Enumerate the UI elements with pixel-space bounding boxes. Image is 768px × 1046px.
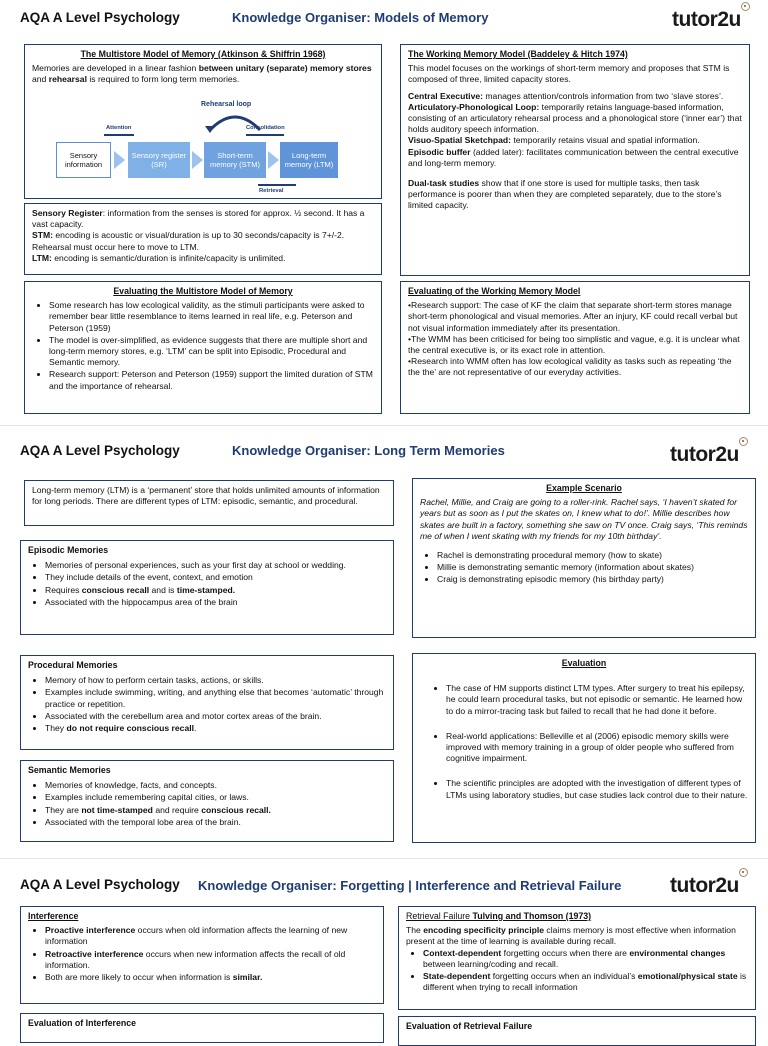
list-item: • Rachel is demonstrating procedural memory (how to skate) [437, 550, 748, 561]
list-item: • Memories of knowledge, facts, and concepts. [45, 780, 386, 791]
attention-line [104, 134, 134, 136]
list-item: • Craig is demonstrating episodic memory (his birthday party) [437, 574, 748, 585]
list-item: • Examples include swimming, writing, and anything else that becomes ‘automatic’ through practice or repetition. [45, 687, 386, 709]
tutor2u-logo: tutor2u [670, 874, 739, 898]
ltm-intro: Long-term memory (LTM) is a ‘permanent’ store that holds unlimited amounts of information for long periods. There are different types of LTM: episodic, semantic, and procedural. [32, 485, 380, 507]
semantic-panel [20, 760, 394, 842]
ltm-intro-panel [24, 480, 394, 526]
retrieval-panel: Retrieval Failure Tulving and Thomson (1973) The encoding specificity principle claims memory is most effective when information present at the time of learning is available during recall. • Context-dependent forgetting occurs when there are environmental changes between learning/coding and recall. • State-dependent forgetting occurs when an individual’s emotional/physical state is different when trying to recall information [398, 906, 756, 1010]
section-divider [0, 858, 768, 859]
retrieval-title: Retrieval Failure Tulving and Thomson (1973) [406, 911, 592, 921]
section3-header-label: AQA A Level Psychology [20, 877, 180, 892]
list-item: • They include details of the event, context, and emotion [45, 572, 386, 583]
eval-msm-panel [24, 281, 382, 414]
wmm-panel: The Working Memory Model (Baddeley & Hitch 1974) This model focuses on the workings of short-term memory and proposes that STM is composed of three, limited capacity stores. Central Executive: manages attention/controls information from two ‘slave stores’. Articulatory-Phonological Loop: temporarily retains language-based information, consisting of an articulatory rehearsal process and a phonological store (‘inner ear’) that holds auditory speech information. Visuo-Spatial Sketchpad: temporarily retains visual and spatial information. Episodic buffer (added later): facilitates communication between the central executive and long-term memory. Dual-task studies show that if one store is used for multiple tasks, then task performance is poorer than when they are completed separately, due to the store’s limited capacity. [400, 44, 750, 276]
list-item: • They are not time-stamped and require conscious recall. [45, 805, 386, 816]
list-item: • Associated with the cerebellum area and motor cortex areas of the brain. [45, 711, 386, 722]
section1-title: Knowledge Organiser: Models of Memory [232, 10, 489, 25]
retrieval-eval-title: Evaluation of Retrieval Failure [406, 1021, 533, 1031]
attention-label: Attention [106, 125, 132, 131]
list-item: •Research into WMM often has low ecological validity as tasks such as repeating ‘the the the’ are not representative of our everyday activities. [408, 356, 732, 378]
node-sensory-information: Sensory information [56, 142, 111, 178]
list-item: • Millie is demonstrating semantic memory (information about skates) [437, 562, 748, 573]
consolidation-line [246, 134, 284, 136]
list-item: • Associated with the temporal lobe area of the brain. [45, 817, 386, 828]
eval-msm-title: Evaluating the Multistore Model of Memory [113, 286, 293, 296]
scenario-text: Rachel, Millie, and Craig are going to a roller-rink. Rachel says, ‘I haven’t skated for years but as soon as I put the skates on, I knew what to do!’. Millie describes how skates are built in a factory, something she saw on TV once. Craig says, ‘This reminds me of when I went skating with my friends for my 10th birthday’. [420, 497, 748, 541]
interference-eval-title: Evaluation of Interference [28, 1018, 137, 1028]
diagram-arrow [268, 151, 279, 169]
list-item: • The model is over-simplified, as evidence suggests that there are multiple short and long-term memory stores, e.g. ‘LTM’ can be split into Episodic, Procedural and Semantic memory. [49, 335, 374, 369]
list-item: • Context-dependent forgetting occurs when there are environmental changes between learning/coding and recall. [423, 948, 748, 970]
list-item: • The case of HM supports distinct LTM types. After surgery to treat his epilepsy, he could learn procedural tasks, but not episodic or semantic. He learned how to do a mirror-tracing task but failed to recall that he had done it before. [446, 683, 748, 717]
section2-header-label: AQA A Level Psychology [20, 443, 180, 458]
section-divider [0, 425, 768, 426]
scenario-title: Example Scenario [546, 483, 622, 493]
eval-wmm-panel [400, 281, 750, 414]
interference-title: Interference [28, 911, 79, 921]
interference-eval-panel [20, 1013, 384, 1043]
list-item: • Some research has low ecological validity, as the stimuli participants were asked to remember bear little resemblance to items learned in real life, e.g. Peterson and Peterson (1959) [49, 300, 374, 334]
list-item: • Requires conscious recall and is time-stamped. [45, 585, 386, 596]
list-item: • Real-world applications: Belleville et al (2006) episodic memory skills were improved with memory training in a group of older people who suffered from cognitive impairment. [446, 731, 748, 765]
semantic-title: Semantic Memories [28, 765, 111, 775]
stores-panel: Sensory Register: information from the senses is stored for approx. ½ second. It has a vast capacity. STM: encoding is acoustic or visual/duration is up to 30 seconds/capacity is 7+/-2. Rehearsal must occur here to move to LTM. LTM: encoding is semantic/duration is infinite/capacity is unlimited. [24, 203, 382, 275]
list-item: • Research support: Peterson and Peterson (1959) support the limited duration of STM and the importance of rehearsal. [49, 369, 374, 391]
list-item: • Examples include remembering capital cities, or laws. [45, 792, 386, 803]
node-sensory-register: Sensory register (SR) [128, 142, 190, 178]
list-item: • Associated with the hippocampus area of the brain [45, 597, 386, 608]
procedural-title: Procedural Memories [28, 660, 118, 670]
wmm-title: The Working Memory Model (Baddeley & Hitch 1974) [408, 49, 628, 59]
section3-title: Knowledge Organiser: Forgetting | Interference and Retrieval Failure [198, 878, 622, 893]
retrieval-line [258, 184, 296, 186]
interference-panel [20, 906, 384, 1004]
scenario-panel [412, 478, 756, 638]
wmm-intro: This model focuses on the workings of short-term memory and proposes that STM is composed of three, limited capacity stores. [408, 63, 730, 85]
retrieval-label: Retrieval [259, 188, 284, 194]
list-item: • Retroactive interference occurs when new information affects the recall of old information. [45, 949, 376, 971]
ltm-evaluation-panel [412, 653, 756, 843]
list-item: • Memory of how to perform certain tasks, actions, or skills. [45, 675, 386, 686]
list-item: •Research support: The case of KF the claim that separate short-term stores manage short-term phonological and visual memories. After an injury, KF could recall verbal but not visual information immediately after its presentation. [408, 300, 738, 333]
msm-diagram [24, 98, 382, 198]
list-item: • State-dependent forgetting occurs when an individual’s emotional/physical state is different when trying to recall information [423, 971, 748, 993]
msm-title: The Multistore Model of Memory (Atkinson & Shiffrin 1968) [80, 49, 326, 59]
list-item: • Memories of personal experiences, such as your first day at school or wedding. [45, 560, 386, 571]
tutor2u-logo: tutor2u [672, 8, 741, 32]
node-ltm: Long-term memory (LTM) [280, 142, 338, 178]
list-item: • They do not require conscious recall. [45, 723, 386, 734]
consolidation-label: Consolidation [246, 125, 285, 131]
diagram-arrow [192, 151, 203, 169]
list-item: • The scientific principles are adopted with the investigation of different types of LTMs using laboratory studies, but case studies lack control due to their nature. [446, 778, 748, 800]
episodic-panel [20, 540, 394, 635]
procedural-panel [20, 655, 394, 750]
node-stm: Short-term memory (STM) [204, 142, 266, 178]
episodic-title: Episodic Memories [28, 545, 109, 555]
ltm-evaluation-title: Evaluation [561, 658, 607, 668]
rehearsal-loop-label: Rehearsal loop [201, 101, 252, 108]
section1-header-label: AQA A Level Psychology [20, 10, 180, 25]
diagram-arrow [114, 151, 125, 169]
msm-intro: Memories are developed in a linear fashion between unitary (separate) memory stores and rehearsal is required to form long term memories. [32, 63, 372, 85]
list-item: • Both are more likely to occur when information is similar. [45, 972, 376, 983]
retrieval-eval-panel [398, 1016, 756, 1046]
list-item: •The WMM has been criticised for being too simplistic and vague, e.g. it is unclear what the central executive is, or its exact role in attention. [408, 333, 740, 356]
list-item: • Proactive interference occurs when old information affects the learning of new information [45, 925, 376, 947]
tutor2u-logo: tutor2u [670, 443, 739, 467]
section2-title: Knowledge Organiser: Long Term Memories [232, 443, 505, 458]
eval-wmm-title: Evaluating of the Working Memory Model [408, 286, 581, 296]
